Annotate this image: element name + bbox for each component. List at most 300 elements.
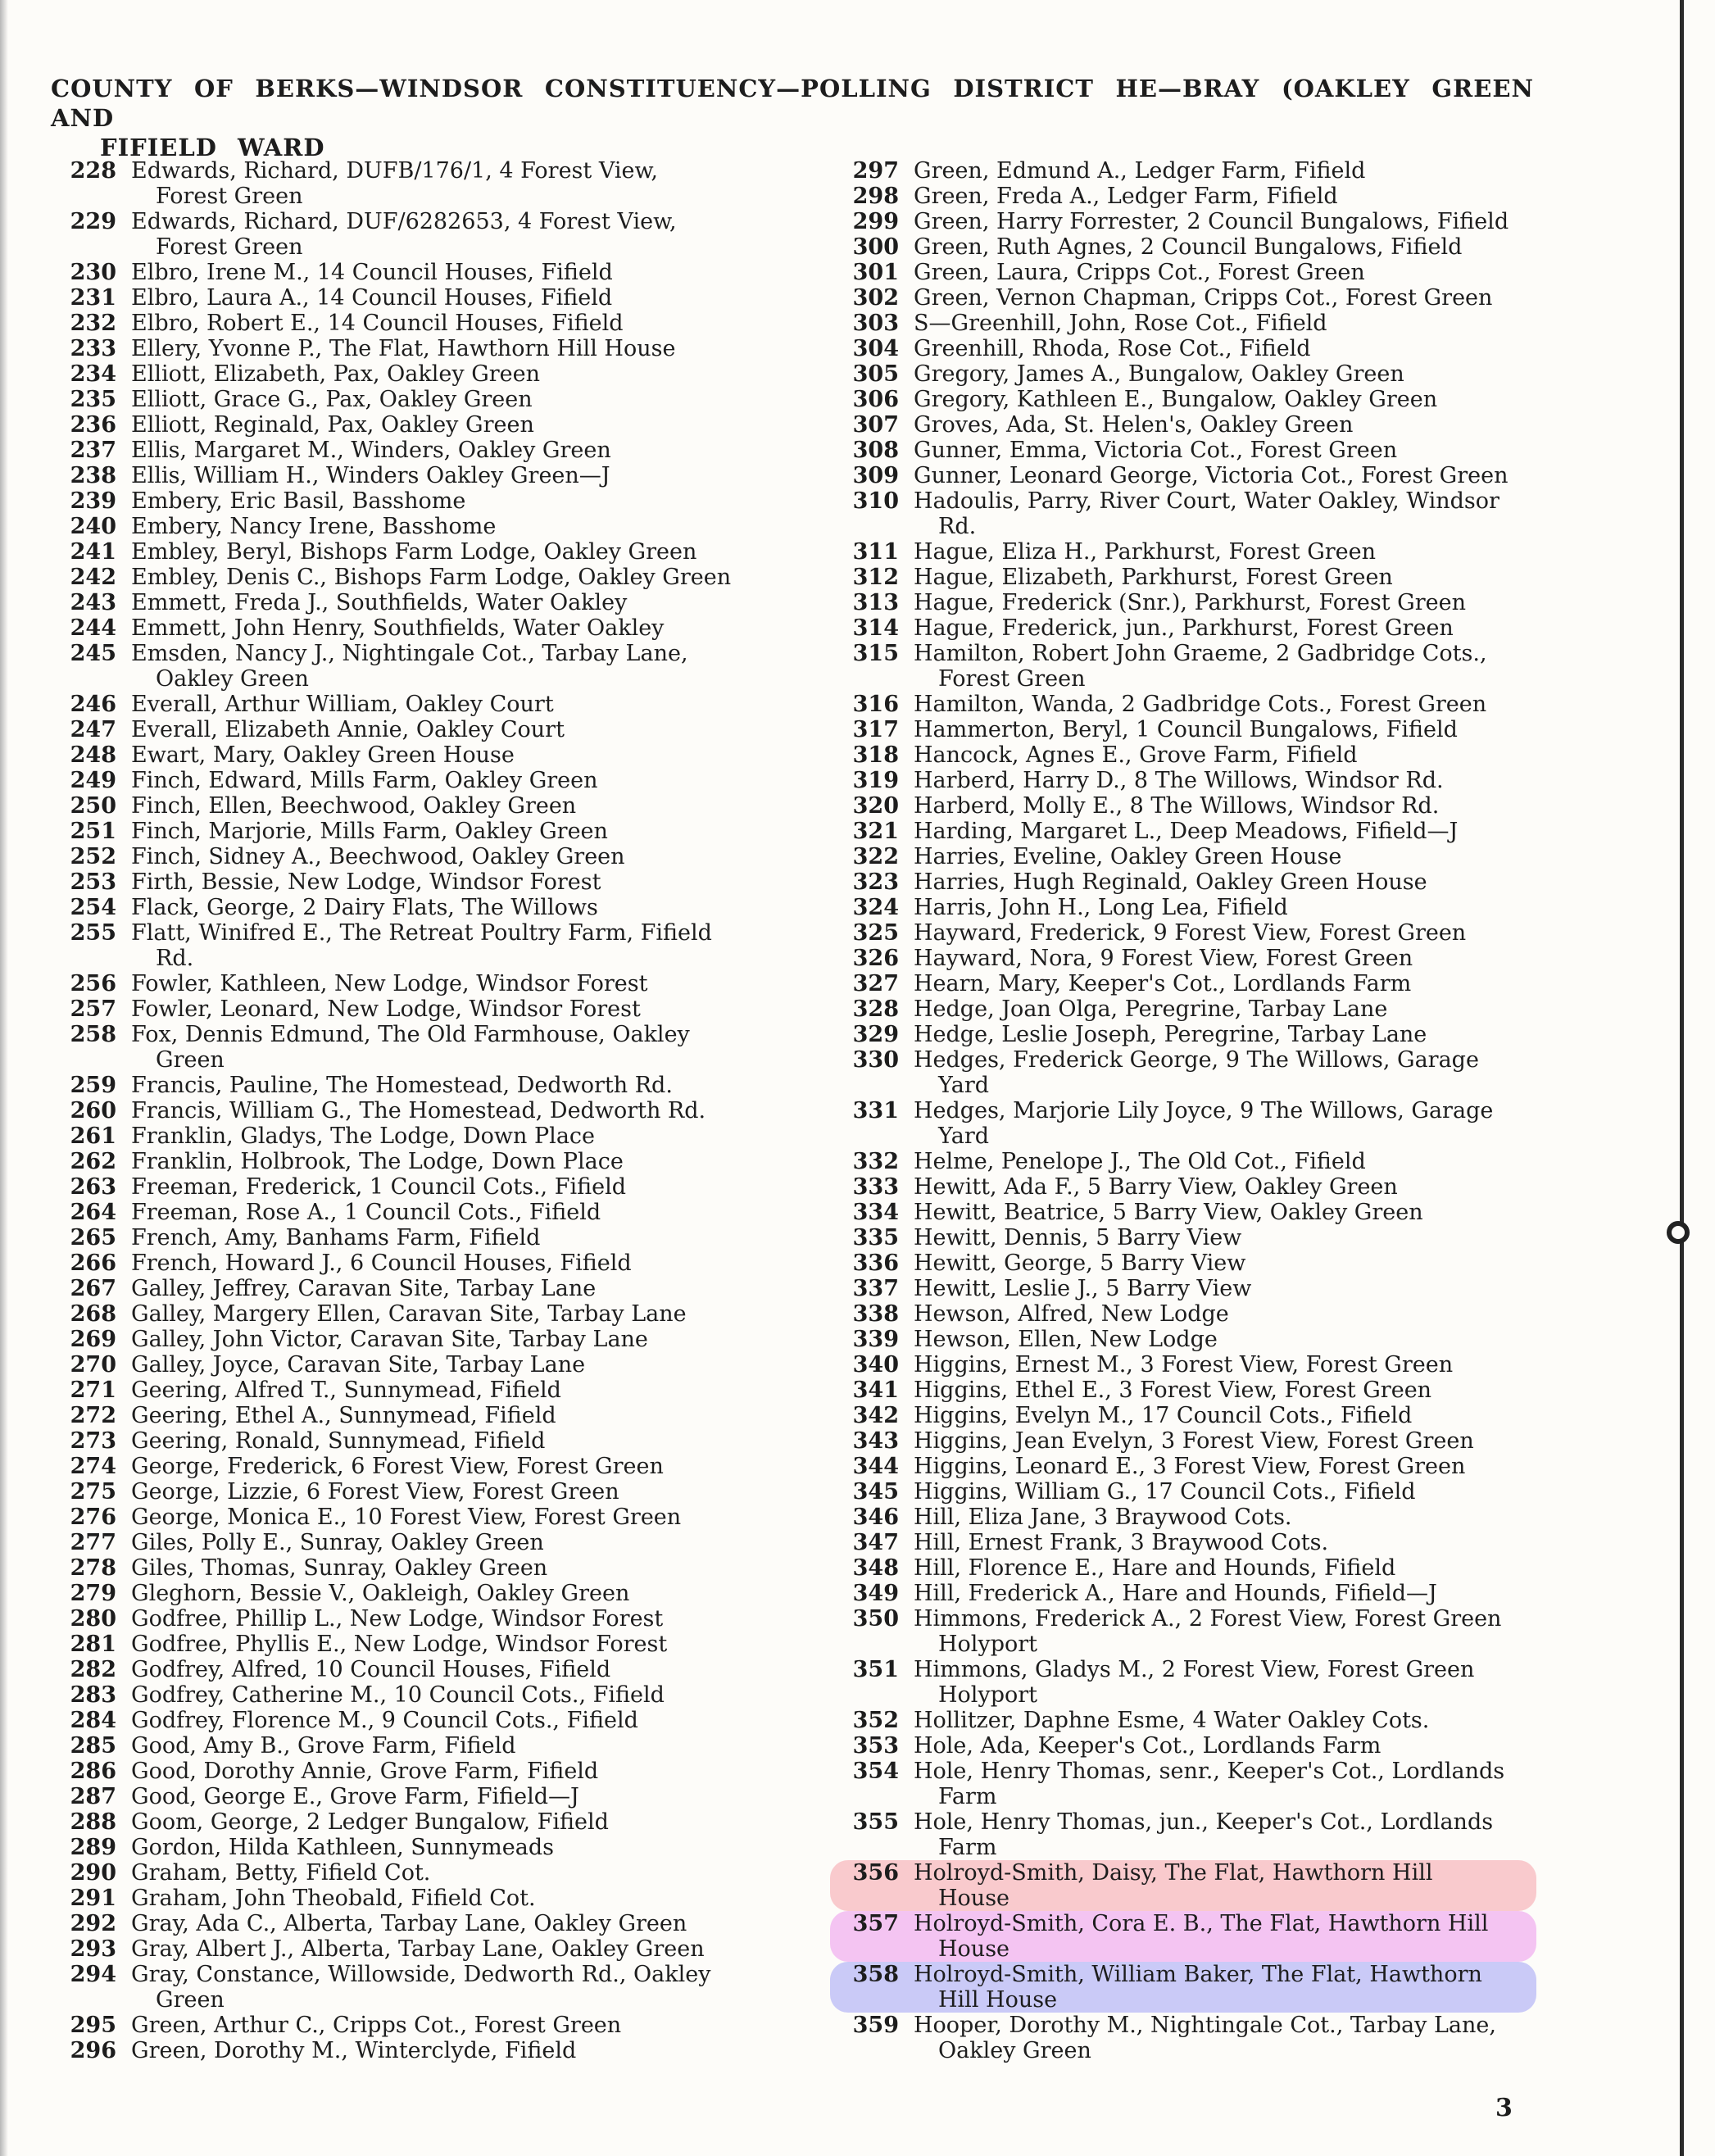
entry-number: 258: [70, 1022, 116, 1047]
entry-text: Elliott, Reginald, Pax, Oakley Green: [131, 412, 534, 438]
entry-number: 340: [852, 1352, 899, 1378]
entry-number: 278: [70, 1555, 116, 1581]
entry-text: Hancock, Agnes E., Grove Farm, Fifield: [914, 742, 1358, 768]
register-entry: [57, 1098, 746, 1123]
entry-number: 357: [852, 1911, 899, 1936]
entry-text: Hayward, Nora, 9 Forest View, Forest Green: [914, 946, 1413, 971]
register-entry: [57, 1454, 746, 1479]
entry-number: 319: [852, 768, 899, 793]
entry-number: 307: [852, 412, 899, 438]
entry-number: 311: [852, 539, 899, 565]
entry-number: 245: [70, 641, 116, 666]
register-entry: [57, 615, 746, 641]
register-entry: [57, 895, 746, 920]
register-entry: [830, 1911, 1536, 1962]
page-edge: [1680, 0, 1684, 2156]
entry-text: Hole, Henry Thomas, senr., Keeper's Cot., Lordlands: [914, 1759, 1505, 1784]
entry-text: Green, Freda A., Ledger Farm, Fifield: [914, 184, 1338, 209]
register-entry: [57, 1301, 746, 1327]
entry-continuation: Forest Green: [156, 184, 303, 209]
entry-number: 268: [70, 1301, 116, 1327]
entry-number: 336: [852, 1250, 899, 1276]
entry-text: Freeman, Rose A., 1 Council Cots., Fifield: [131, 1200, 601, 1225]
register-entry: [840, 1301, 1528, 1327]
entry-number: 244: [70, 615, 116, 641]
register-entry: [840, 1581, 1528, 1606]
entry-number: 349: [852, 1581, 899, 1606]
entry-number: 281: [70, 1632, 116, 1657]
entry-number: 306: [852, 387, 899, 412]
register-entry: [57, 387, 746, 412]
entry-number: 312: [852, 565, 899, 590]
register-entry: [57, 158, 746, 209]
register-entry: [840, 1505, 1528, 1530]
entry-text: Hamilton, Robert John Graeme, 2 Gadbridge Cots.,: [914, 641, 1487, 666]
register-entry: [57, 1479, 746, 1505]
entry-continuation: Holyport: [938, 1632, 1037, 1657]
register-entry: [840, 336, 1528, 361]
entry-text: Goom, George, 2 Ledger Bungalow, Fifield: [131, 1809, 609, 1835]
entry-number: 251: [70, 819, 116, 844]
entry-text: Finch, Edward, Mills Farm, Oakley Green: [131, 768, 598, 793]
entry-text: Gray, Albert J., Alberta, Tarbay Lane, Oakley Green: [131, 1936, 705, 1962]
entry-number: 294: [70, 1962, 116, 1987]
entry-text: Holroyd-Smith, Daisy, The Flat, Hawthorn Hill: [914, 1860, 1433, 1886]
entry-text: Emsden, Nancy J., Nightingale Cot., Tarbay Lane,: [131, 641, 688, 666]
entry-number: 236: [70, 412, 116, 438]
register-entry: [840, 1225, 1528, 1250]
entry-text: Finch, Sidney A., Beechwood, Oakley Green: [131, 844, 625, 869]
register-entry: [57, 488, 746, 514]
entry-continuation: Forest Green: [938, 666, 1086, 692]
entry-continuation: House: [938, 1886, 1010, 1911]
entry-text: Hewson, Alfred, New Lodge: [914, 1301, 1229, 1327]
register-entry: [57, 1022, 746, 1073]
entry-text: Hewitt, Leslie J., 5 Barry View: [914, 1276, 1252, 1301]
register-entry: [57, 590, 746, 615]
entry-continuation: Farm: [938, 1835, 997, 1860]
entry-number: 335: [852, 1225, 899, 1250]
register-entry: [840, 387, 1528, 412]
register-entry: [840, 1708, 1528, 1733]
register-entry: [840, 692, 1528, 717]
entry-text: Green, Laura, Cripps Cot., Forest Green: [914, 260, 1365, 285]
entry-text: Finch, Ellen, Beechwood, Oakley Green: [131, 793, 577, 819]
entry-number: 229: [70, 209, 116, 234]
register-entry: [840, 920, 1528, 946]
entry-number: 344: [852, 1454, 899, 1479]
entry-number: 271: [70, 1378, 116, 1403]
register-entry: [57, 1962, 746, 2013]
entry-text: Giles, Polly E., Sunray, Oakley Green: [131, 1530, 544, 1555]
register-entry: [57, 1174, 746, 1200]
entry-text: Elbro, Irene M., 14 Council Houses, Fifield: [131, 260, 613, 285]
entry-number: 234: [70, 361, 116, 387]
entry-text: Galley, Margery Ellen, Caravan Site, Tarbay Lane: [131, 1301, 687, 1327]
entry-text: Hewitt, Beatrice, 5 Barry View, Oakley Green: [914, 1200, 1423, 1225]
register-entry: [57, 1581, 746, 1606]
register-entry: [840, 768, 1528, 793]
entry-text: Elliott, Elizabeth, Pax, Oakley Green: [131, 361, 541, 387]
entry-text: Hedge, Joan Olga, Peregrine, Tarbay Lane: [914, 996, 1388, 1022]
entry-number: 329: [852, 1022, 899, 1047]
register-entry: [57, 1505, 746, 1530]
entry-number: 290: [70, 1860, 116, 1886]
entry-number: 285: [70, 1733, 116, 1759]
entry-text: Gregory, Kathleen E., Bungalow, Oakley Green: [914, 387, 1438, 412]
register-entry: [57, 1860, 746, 1886]
register-entry: [57, 1327, 746, 1352]
entry-number: 252: [70, 844, 116, 869]
entry-text: Green, Edmund A., Ledger Farm, Fifield: [914, 158, 1366, 184]
entry-continuation: Rd.: [156, 946, 194, 971]
register-entry: [840, 971, 1528, 996]
entry-text: Hole, Henry Thomas, jun., Keeper's Cot., Lordlands: [914, 1809, 1494, 1835]
register-entry: [57, 514, 746, 539]
entry-text: Green, Vernon Chapman, Cripps Cot., Forest Green: [914, 285, 1493, 311]
entry-number: 339: [852, 1327, 899, 1352]
entry-number: 288: [70, 1809, 116, 1835]
entry-text: Hague, Eliza H., Parkhurst, Forest Green: [914, 539, 1377, 565]
entry-text: Gleghorn, Bessie V., Oakleigh, Oakley Green: [131, 1581, 630, 1606]
entry-continuation: Green: [156, 1047, 225, 1073]
entry-number: 230: [70, 260, 116, 285]
entry-text: Firth, Bessie, New Lodge, Windsor Forest: [131, 869, 601, 895]
entry-text: Graham, John Theobald, Fifield Cot.: [131, 1886, 536, 1911]
entry-text: Godfrey, Catherine M., 10 Council Cots., Fifield: [131, 1682, 665, 1708]
entry-text: Gunner, Emma, Victoria Cot., Forest Green: [914, 438, 1398, 463]
entry-text: George, Lizzie, 6 Forest View, Forest Green: [131, 1479, 619, 1505]
entry-text: Harberd, Harry D., 8 The Willows, Windsor Rd.: [914, 768, 1444, 793]
header-line-2: FIFIELD WARD: [100, 134, 325, 161]
entry-number: 301: [852, 260, 899, 285]
entry-text: Hedges, Frederick George, 9 The Willows, Garage: [914, 1047, 1479, 1073]
entry-text: Harries, Eveline, Oakley Green House: [914, 844, 1342, 869]
entry-number: 359: [852, 2013, 899, 2038]
entry-text: Harding, Margaret L., Deep Meadows, Fifield—J: [914, 819, 1459, 844]
register-entry: [840, 1759, 1528, 1809]
entry-text: Embley, Beryl, Bishops Farm Lodge, Oakley Green: [131, 539, 697, 565]
register-entry: [840, 260, 1528, 285]
entry-number: 238: [70, 463, 116, 488]
entry-text: Higgins, Leonard E., 3 Forest View, Forest Green: [914, 1454, 1466, 1479]
register-entry: [840, 438, 1528, 463]
register-entry: [840, 1250, 1528, 1276]
register-entry: [840, 412, 1528, 438]
entry-number: 261: [70, 1123, 116, 1149]
entry-number: 358: [852, 1962, 899, 1987]
register-entry: [57, 1886, 746, 1911]
entry-text: Gregory, James A., Bungalow, Oakley Green: [914, 361, 1404, 387]
entry-number: 283: [70, 1682, 116, 1708]
entry-number: 248: [70, 742, 116, 768]
register-entry: [840, 539, 1528, 565]
entry-text: Green, Ruth Agnes, 2 Council Bungalows, Fifield: [914, 234, 1463, 260]
register-entry: [57, 1225, 746, 1250]
register-entry: [840, 1276, 1528, 1301]
register-entry: [57, 1708, 746, 1733]
register-entry: [57, 793, 746, 819]
entry-number: 249: [70, 768, 116, 793]
register-entry: [57, 869, 746, 895]
register-entry: [57, 1276, 746, 1301]
entry-number: 240: [70, 514, 116, 539]
entry-text: Elbro, Robert E., 14 Council Houses, Fifield: [131, 311, 624, 336]
register-entry: [840, 793, 1528, 819]
entry-number: 277: [70, 1530, 116, 1555]
entry-text: Hayward, Frederick, 9 Forest View, Forest Green: [914, 920, 1467, 946]
entry-number: 327: [852, 971, 899, 996]
entry-number: 287: [70, 1784, 116, 1809]
register-entry: [840, 895, 1528, 920]
register-entry: [830, 1962, 1536, 2013]
register-entry: [57, 1403, 746, 1428]
entry-text: Elbro, Laura A., 14 Council Houses, Fifield: [131, 285, 613, 311]
entry-number: 260: [70, 1098, 116, 1123]
entry-number: 342: [852, 1403, 899, 1428]
register-entry: [57, 1250, 746, 1276]
register-entry: [57, 1555, 746, 1581]
register-entry: [840, 1606, 1528, 1657]
register-entry: [57, 209, 746, 260]
entry-text: Himmons, Gladys M., 2 Forest View, Forest Green: [914, 1657, 1475, 1682]
register-entry: [840, 285, 1528, 311]
entry-number: 353: [852, 1733, 899, 1759]
entry-continuation: Oakley Green: [156, 666, 309, 692]
entry-number: 325: [852, 920, 899, 946]
register-entry: [840, 742, 1528, 768]
entry-number: 316: [852, 692, 899, 717]
entry-number: 280: [70, 1606, 116, 1632]
entry-number: 323: [852, 869, 899, 895]
register-entry: [57, 1123, 746, 1149]
register-entry: [57, 412, 746, 438]
entry-text: Good, Amy B., Grove Farm, Fifield: [131, 1733, 516, 1759]
entry-number: 256: [70, 971, 116, 996]
entry-text: French, Howard J., 6 Council Houses, Fifield: [131, 1250, 632, 1276]
register-entry: [840, 565, 1528, 590]
entry-number: 266: [70, 1250, 116, 1276]
entry-text: George, Frederick, 6 Forest View, Forest Green: [131, 1454, 664, 1479]
entry-number: 315: [852, 641, 899, 666]
entry-continuation: Yard: [938, 1073, 990, 1098]
entry-number: 295: [70, 2013, 116, 2038]
entry-text: Holroyd-Smith, Cora E. B., The Flat, Hawthorn Hill: [914, 1911, 1489, 1936]
entry-text: Gunner, Leonard George, Victoria Cot., Forest Green: [914, 463, 1509, 488]
register-entry: [840, 1200, 1528, 1225]
entry-number: 272: [70, 1403, 116, 1428]
entry-text: Flack, George, 2 Dairy Flats, The Willows: [131, 895, 598, 920]
entry-text: Francis, William G., The Homestead, Dedworth Rd.: [131, 1098, 706, 1123]
entry-number: 237: [70, 438, 116, 463]
register-entry: [840, 488, 1528, 539]
entry-text: Emmett, John Henry, Southfields, Water Oakley: [131, 615, 665, 641]
entry-number: 228: [70, 158, 116, 184]
entry-text: Helme, Penelope J., The Old Cot., Fifield: [914, 1149, 1366, 1174]
entry-text: Galley, John Victor, Caravan Site, Tarbay Lane: [131, 1327, 648, 1352]
register-entry: [57, 920, 746, 971]
register-entry: [840, 819, 1528, 844]
entry-text: Galley, Jeffrey, Caravan Site, Tarbay Lane: [131, 1276, 597, 1301]
entry-text: Hill, Florence E., Hare and Hounds, Fifield: [914, 1555, 1396, 1581]
entry-number: 321: [852, 819, 899, 844]
entry-number: 337: [852, 1276, 899, 1301]
register-entry: [840, 1809, 1528, 1860]
register-entry: [57, 1632, 746, 1657]
register-entry: [840, 311, 1528, 336]
register-entry: [840, 463, 1528, 488]
register-entry: [57, 1352, 746, 1378]
entry-text: Hearn, Mary, Keeper's Cot., Lordlands Farm: [914, 971, 1412, 996]
entry-text: Hill, Frederick A., Hare and Hounds, Fifield—J: [914, 1581, 1437, 1606]
register-entry: [57, 1428, 746, 1454]
register-entry: [840, 234, 1528, 260]
page-number: 3: [1495, 2094, 1513, 2122]
entry-text: Embley, Denis C., Bishops Farm Lodge, Oakley Green: [131, 565, 732, 590]
entry-text: Higgins, Ethel E., 3 Forest View, Forest Green: [914, 1378, 1432, 1403]
entry-text: Good, George E., Grove Farm, Fifield—J: [131, 1784, 579, 1809]
punch-hole: [1667, 1221, 1690, 1244]
entry-text: Hague, Frederick, jun., Parkhurst, Forest Green: [914, 615, 1454, 641]
entry-text: Godfrey, Florence M., 9 Council Cots., Fifield: [131, 1708, 638, 1733]
register-entry: [840, 1352, 1528, 1378]
register-entry: [840, 1530, 1528, 1555]
register-entry: [57, 463, 746, 488]
entry-text: Ellis, William H., Winders Oakley Green—J: [131, 463, 610, 488]
entry-text: Fowler, Kathleen, New Lodge, Windsor Forest: [131, 971, 648, 996]
entry-number: 247: [70, 717, 116, 742]
entry-continuation: Holyport: [938, 1682, 1037, 1708]
entry-number: 338: [852, 1301, 899, 1327]
entry-number: 304: [852, 336, 899, 361]
register-entry: [57, 2038, 746, 2063]
entry-text: Harris, John H., Long Lea, Fifield: [914, 895, 1288, 920]
entry-text: Franklin, Gladys, The Lodge, Down Place: [131, 1123, 596, 1149]
entry-text: Hewitt, Dennis, 5 Barry View: [914, 1225, 1242, 1250]
register-entry: [57, 438, 746, 463]
entry-number: 274: [70, 1454, 116, 1479]
entry-text: Geering, Alfred T., Sunnymead, Fifield: [131, 1378, 561, 1403]
entry-text: Francis, Pauline, The Homestead, Dedworth Rd.: [131, 1073, 673, 1098]
entry-number: 318: [852, 742, 899, 768]
register-entry: [840, 158, 1528, 184]
register-entry: [57, 1200, 746, 1225]
entry-continuation: Farm: [938, 1784, 997, 1809]
register-entry: [57, 1784, 746, 1809]
entry-number: 243: [70, 590, 116, 615]
entry-text: Ewart, Mary, Oakley Green House: [131, 742, 515, 768]
register-entry: [57, 361, 746, 387]
entry-text: Green, Arthur C., Cripps Cot., Forest Green: [131, 2013, 622, 2038]
entry-text: Hewson, Ellen, New Lodge: [914, 1327, 1218, 1352]
register-entry: [57, 1809, 746, 1835]
register-entry: [840, 1479, 1528, 1505]
entry-number: 297: [852, 158, 899, 184]
entry-text: Emmett, Freda J., Southfields, Water Oakley: [131, 590, 628, 615]
entry-text: Higgins, Jean Evelyn, 3 Forest View, Forest Green: [914, 1428, 1474, 1454]
entry-text: Galley, Joyce, Caravan Site, Tarbay Lane: [131, 1352, 586, 1378]
entry-continuation: Hill House: [938, 1987, 1058, 2013]
entry-number: 351: [852, 1657, 899, 1682]
register-entry: [57, 311, 746, 336]
entry-number: 333: [852, 1174, 899, 1200]
register-entry: [57, 565, 746, 590]
register-entry: [57, 285, 746, 311]
entry-number: 264: [70, 1200, 116, 1225]
entry-number: 299: [852, 209, 899, 234]
register-entry: [840, 844, 1528, 869]
entry-text: Green, Dorothy M., Winterclyde, Fifield: [131, 2038, 577, 2063]
register-entry: [840, 946, 1528, 971]
entry-text: Edwards, Richard, DUFB/176/1, 4 Forest View,: [131, 158, 658, 184]
register-entry: [840, 1555, 1528, 1581]
entry-number: 350: [852, 1606, 899, 1632]
entry-number: 326: [852, 946, 899, 971]
register-entry: [840, 615, 1528, 641]
entry-number: 313: [852, 590, 899, 615]
entry-number: 250: [70, 793, 116, 819]
entry-text: Hewitt, George, 5 Barry View: [914, 1250, 1246, 1276]
entry-number: 330: [852, 1047, 899, 1073]
entry-number: 279: [70, 1581, 116, 1606]
register-entry: [57, 1835, 746, 1860]
entry-number: 269: [70, 1327, 116, 1352]
register-entry: [57, 2013, 746, 2038]
register-entry: [57, 742, 746, 768]
entry-text: Himmons, Frederick A., 2 Forest View, Forest Green: [914, 1606, 1502, 1632]
entry-number: 355: [852, 1809, 899, 1835]
register-entry: [57, 1606, 746, 1632]
entry-text: Finch, Marjorie, Mills Farm, Oakley Green: [131, 819, 608, 844]
register-entry: [840, 996, 1528, 1022]
entry-text: Good, Dorothy Annie, Grove Farm, Fifield: [131, 1759, 599, 1784]
register-entry: [840, 717, 1528, 742]
entry-number: 320: [852, 793, 899, 819]
entry-text: Hadoulis, Parry, River Court, Water Oakley, Windsor: [914, 488, 1499, 514]
entry-text: Geering, Ethel A., Sunnymead, Fifield: [131, 1403, 556, 1428]
entry-text: Hague, Frederick (Snr.), Parkhurst, Forest Green: [914, 590, 1466, 615]
entry-text: Groves, Ada, St. Helen's, Oakley Green: [914, 412, 1354, 438]
register-entry: [57, 1911, 746, 1936]
register-entry: [57, 692, 746, 717]
entry-text: Graham, Betty, Fifield Cot.: [131, 1860, 431, 1886]
entry-text: Embery, Nancy Irene, Basshome: [131, 514, 497, 539]
entry-number: 334: [852, 1200, 899, 1225]
entry-number: 257: [70, 996, 116, 1022]
entry-text: Harries, Hugh Reginald, Oakley Green House: [914, 869, 1427, 895]
register-entry: [57, 971, 746, 996]
entry-text: Hedges, Marjorie Lily Joyce, 9 The Willows, Garage: [914, 1098, 1494, 1123]
entry-text: Flatt, Winifred E., The Retreat Poultry Farm, Fifield: [131, 920, 712, 946]
entry-number: 235: [70, 387, 116, 412]
entry-text: S—Greenhill, John, Rose Cot., Fifield: [914, 311, 1327, 336]
register-entry: [57, 819, 746, 844]
entry-number: 298: [852, 184, 899, 209]
register-entry: [840, 1022, 1528, 1047]
entry-text: Freeman, Frederick, 1 Council Cots., Fifield: [131, 1174, 626, 1200]
register-entry: [57, 996, 746, 1022]
register-entry: [840, 641, 1528, 692]
entry-text: Hill, Eliza Jane, 3 Braywood Cots.: [914, 1505, 1292, 1530]
register-entry: [57, 717, 746, 742]
entry-number: 254: [70, 895, 116, 920]
entry-number: 275: [70, 1479, 116, 1505]
entry-text: Hedge, Leslie Joseph, Peregrine, Tarbay Lane: [914, 1022, 1427, 1047]
register-entry: [57, 1733, 746, 1759]
entry-text: Hewitt, Ada F., 5 Barry View, Oakley Green: [914, 1174, 1398, 1200]
entry-number: 263: [70, 1174, 116, 1200]
entry-number: 284: [70, 1708, 116, 1733]
